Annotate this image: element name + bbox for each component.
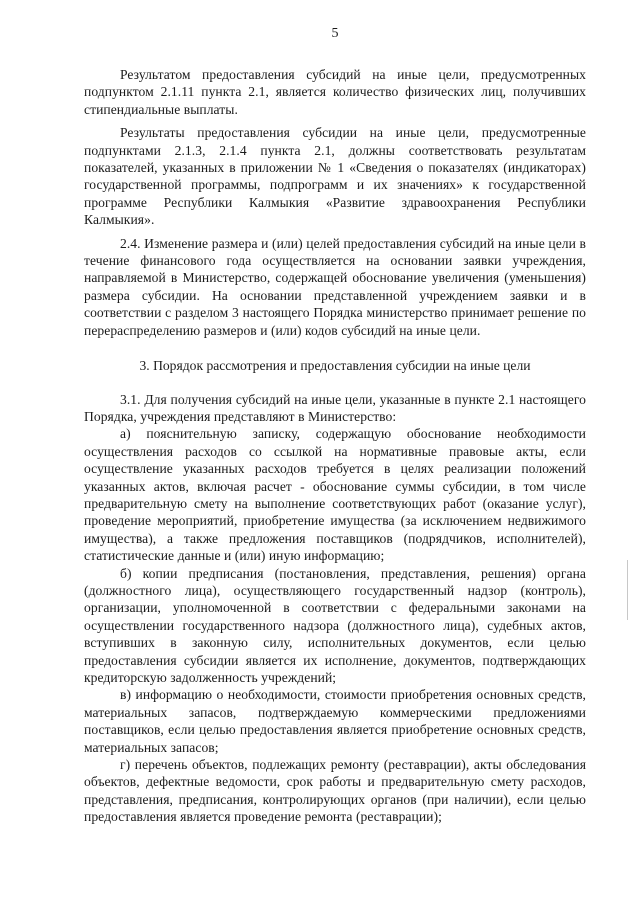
- paragraph-results-indicators: Результаты предоставления субсидии на иные цели, предусмотренные подпунктами 2.1.3, 2.1.4 пункта 2.1, должны соответствовать результатам показателей, указанных в приложении № 1 «Сведения о показателях (индикаторах) государственной программы, подпрограмм и их значениях» к государственной программе Республики Калмыкия «Развитие здравоохранения Республики Калмыкия».: [84, 125, 586, 228]
- list-item-g-repair-objects: г) перечень объектов, подлежащих ремонту (реставрации), акты обследования объектов, дефектные ведомости, срок работы и предварительную смету расходов, представления, предписания, контролирующих органов (при наличии), если целью предоставления является проведение ремонта (реставрации);: [84, 757, 586, 825]
- section-3-block: [84, 391, 586, 826]
- results-block: [84, 66, 586, 339]
- scan-margin-line: [627, 560, 628, 620]
- list-item-b-copies-of-orders: б) копии предписания (постановления, представления, решения) органа (должностного лица), осуществляющего государственный надзор (контроль), организации, уполномоченной в соответствии с федеральными законами на осуществлении государственного надзора (должностного лица), судебных актов, вступивших в законную силу, исполнительных документов, если целью предоставления субсидии является их исполнение, документов, подтверждающих кредиторскую задолженность учреждений;: [84, 565, 586, 685]
- list-item-a-explanatory-note: а) пояснительную записку, содержащую обоснование необходимости осуществления расходов со ссылкой на нормативные правовые акты, если осуществление указанных расходов требуется в целях реализации положений указанных актов, включая расчет - обоснование суммы субсидии, в том числе предварительную смету на выполнение соответствующих работ (оказание услуг), проведение мероприятий, приобретение имущества (за исключением недвижимого имущества), а также предложения поставщиков (подрядчиков, исполнителей), статистические данные и (или) иную информацию;: [84, 426, 586, 564]
- paragraph-3-1: 3.1. Для получения субсидий на иные цели, указанные в пункте 2.1 настоящего Порядка, учреждения представляют в Министерство:: [84, 391, 586, 424]
- paragraph-2-4-change-size: 2.4. Изменение размера и (или) целей предоставления субсидий на иные цели в течение финансового года осуществляется на основании заявки учреждения, направляемой в Министерство, содержащей обоснование увеличения (уменьшения) размера субсидии. На основании представленной учреждением заявки и в соответствии с разделом 3 настоящего Порядка министерство принимает решение по перераспределению размеров и (или) кодов субсидий на иные цели.: [84, 235, 586, 338]
- list-item-v-fixed-assets-info: в) информацию о необходимости, стоимости приобретения основных средств, материальных запасов, подтверждаемую коммерческими предложениями поставщиков, если целью предоставления является приобретение основных средств, материальных запасов;: [84, 687, 586, 755]
- page-number: 5: [331, 26, 339, 41]
- paragraph-results-stipend: Результатом предоставления субсидий на иные цели, предусмотренных подпунктом 2.1.11 пункта 2.1, является количество физических лиц, получивших стипендиальные выплаты.: [84, 67, 586, 117]
- section-heading-3: 3. Порядок рассмотрения и предоставления субсидии на иные цели: [139, 358, 531, 374]
